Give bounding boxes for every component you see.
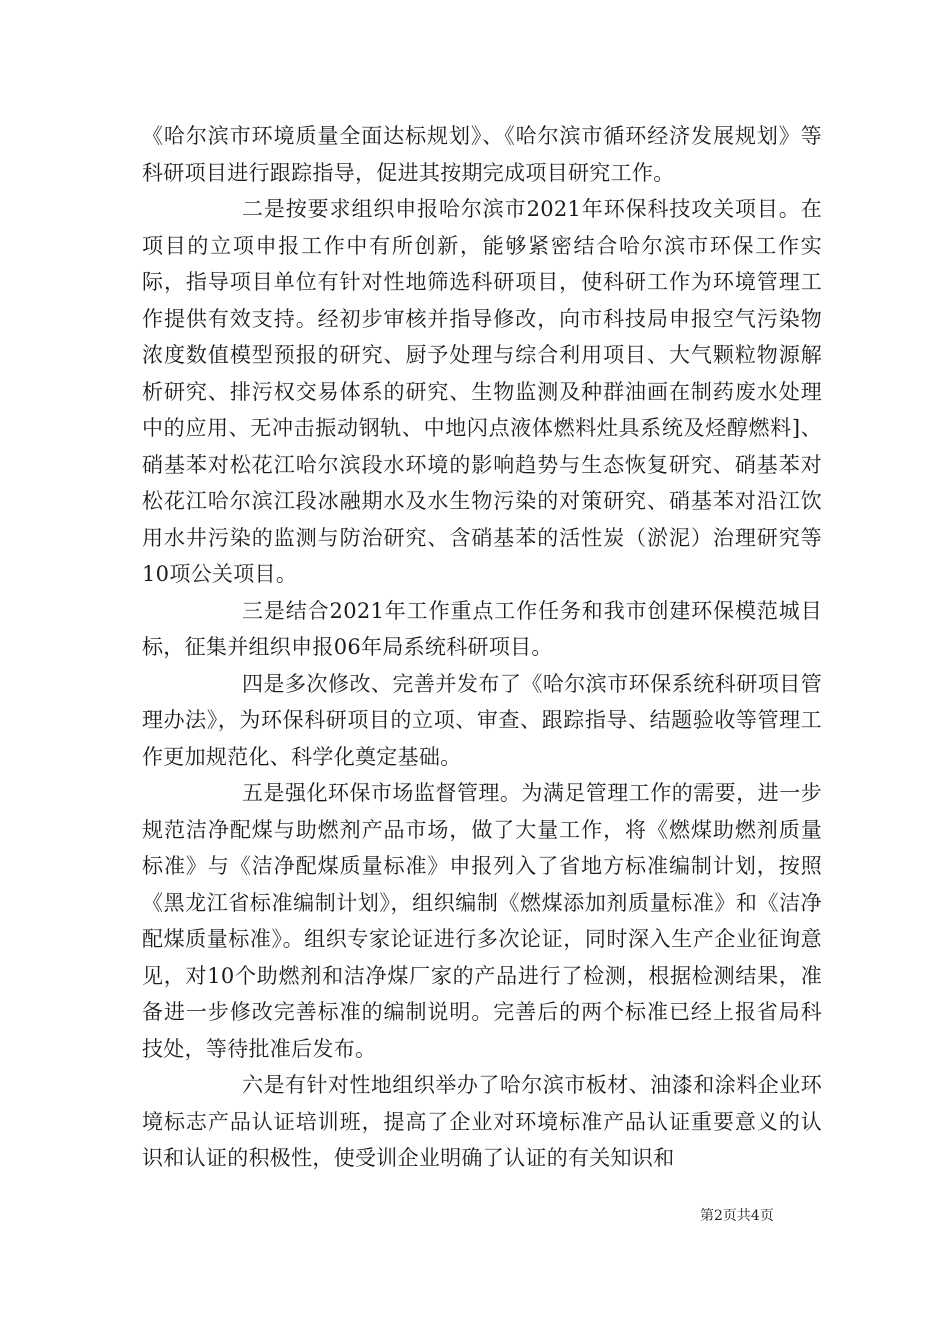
paragraph-item-3: 三是结合2021年工作重点工作任务和我市创建环保模范城目标，征集并组织申报06年局系统科研项目。 bbox=[142, 598, 822, 659]
paragraph-item-5: 五是强化环保市场监督管理。为满足管理工作的需要，进一步规范洁净配煤与助燃剂产品市场，做了大量工作，将《燃煤助燃剂质量标准》与《洁净配煤质量标准》申报列入了省地方标准编制计划，按照《黑龙江省标准编制计划》，组织编制《燃煤添加剂质量标准》和《洁净配煤质量标准》。组织专家论证进行多次论证，同时深入生产企业征询意见，对10个助燃剂和洁净煤厂家的产品进行了检测，根据检测结果，准备进一步修改完善标准的编制说明。完善后的两个标准已经上报省局科技处，等待批准后发布。 bbox=[142, 781, 822, 1061]
paragraph-continuation: 《哈尔滨市环境质量全面达标规划》、《哈尔滨市循环经济发展规划》等科研项目进行跟踪指导，促进其按期完成项目研究工作。 bbox=[142, 124, 822, 185]
document-page bbox=[142, 118, 822, 1177]
paragraph-item-2: 二是按要求组织申报哈尔滨市2021年环保科技攻关项目。在项目的立项申报工作中有所创新，能够紧密结合哈尔滨市环保工作实际，指导项目单位有针对性地筛选科研项目，使科研工作为环境管理工作提供有效支持。经初步审核并指导修改，向市科技局申报空气污染物浓度数值模型预报的研究、厨予处理与综合利用项目、大气颗粒物源解析研究、排污权交易体系的研究、生物监测及种群油画在制药废水处理中的应用、无冲击振动钢轨、中地闪点液体燃料灶具系统及烃醇燃料]、硝基苯对松花江哈尔滨段水环境的影响趋势与生态恢复研究、硝基苯对松花江哈尔滨江段冰融期水及水生物污染的对策研究、硝基苯对沿江饮用水井污染的监测与防治研究、含硝基苯的活性炭（淤泥）治理研究等10项公关项目。 bbox=[142, 197, 822, 586]
paragraph-item-4: 四是多次修改、完善并发布了《哈尔滨市环保系统科研项目管理办法》，为环保科研项目的立项、审查、跟踪指导、结题验收等管理工作更加规范化、科学化奠定基础。 bbox=[142, 671, 822, 769]
paragraph-item-6: 六是有针对性地组织举办了哈尔滨市板材、油漆和涂料企业环境标志产品认证培训班，提高了企业对环境标准产品认证重要意义的认识和认证的积极性，使受训企业明确了认证的有关知识和 bbox=[142, 1073, 822, 1170]
page-number-footer: 第2页共4页 bbox=[700, 1208, 774, 1224]
